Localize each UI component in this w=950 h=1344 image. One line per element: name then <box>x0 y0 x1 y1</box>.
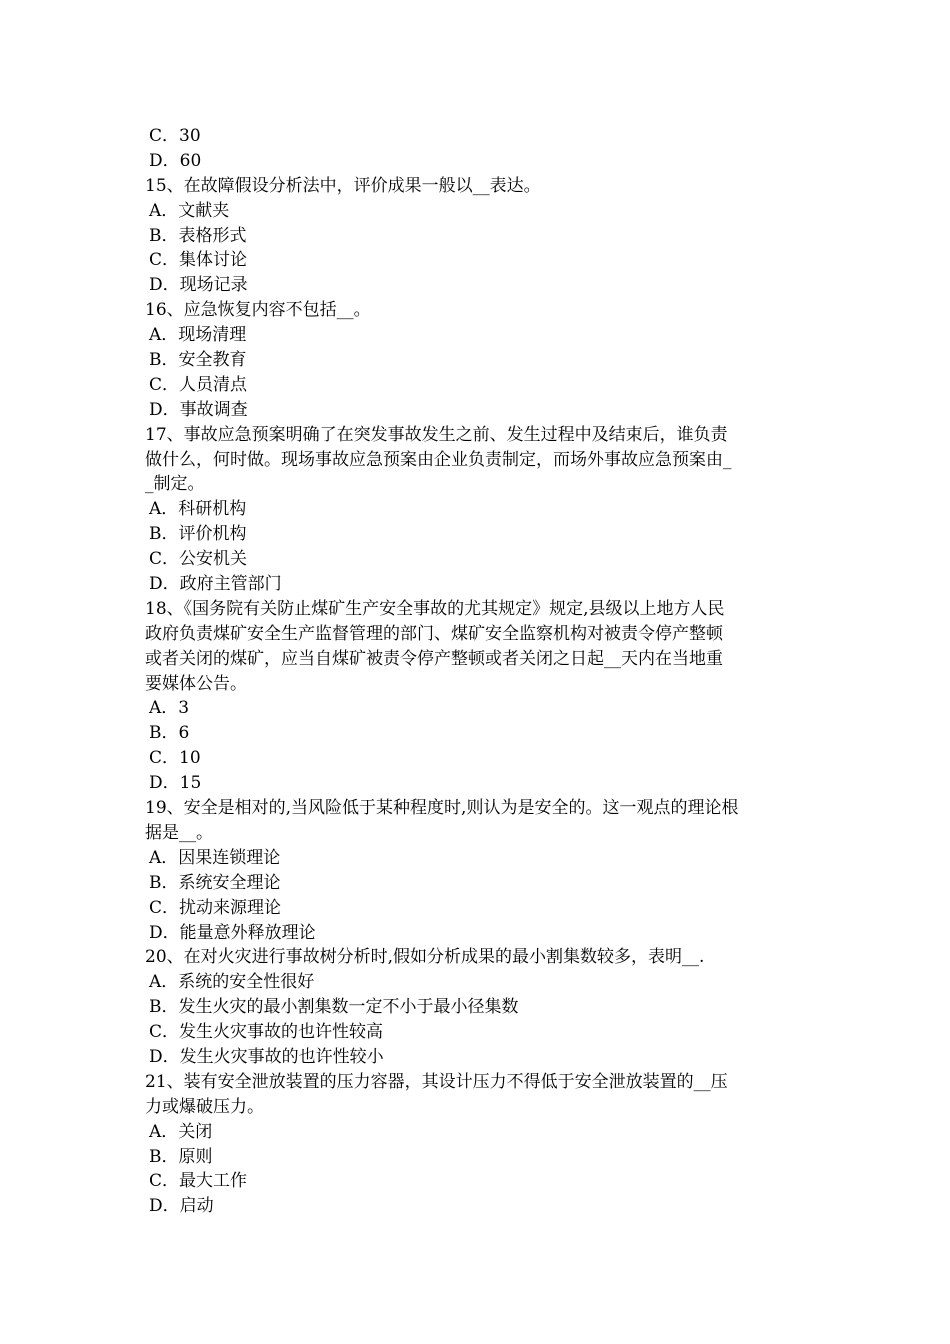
answer-option: C．扰动来源理论 <box>149 897 282 918</box>
answer-option: D．现场记录 <box>149 275 248 296</box>
answer-option: D．60 <box>149 150 202 171</box>
question-text: 据是__。 <box>145 822 213 843</box>
answer-option: B．发生火灾的最小割集数一定不小于最小径集数 <box>149 997 519 1018</box>
question-text: 要媒体公告。 <box>145 673 247 694</box>
question-text: 15、在故障假设分析法中，评价成果一般以__表达。 <box>145 175 541 196</box>
answer-option: C．集体讨论 <box>149 250 248 271</box>
answer-option: D．发生火灾事故的也许性较小 <box>149 1046 384 1067</box>
answer-option: B．系统安全理论 <box>149 872 281 893</box>
answer-option: D．政府主管部门 <box>149 574 282 595</box>
answer-option: A．因果连锁理论 <box>149 847 281 868</box>
answer-option: B．评价机构 <box>149 524 247 545</box>
answer-option: C．最大工作 <box>149 1171 248 1192</box>
question-text: 16、应急恢复内容不包括__。 <box>145 300 371 321</box>
answer-option: C．发生火灾事故的也许性较高 <box>149 1022 384 1043</box>
question-text: _制定。 <box>145 474 205 495</box>
answer-option: A．科研机构 <box>149 499 247 520</box>
answer-option: D．启动 <box>149 1196 214 1217</box>
answer-option: C．公安机关 <box>149 549 248 570</box>
question-text: 20、在对火灾进行事故树分析时,假如分析成果的最小割集数较多，表明__. <box>145 947 705 968</box>
answer-option: A．关闭 <box>149 1121 213 1142</box>
answer-option: C．30 <box>149 126 201 146</box>
question-text: 19、安全是相对的,当风险低于某种程度时,则认为是安全的。这一观点的理论根 <box>145 798 739 819</box>
question-text: 或者关闭的煤矿，应当自煤矿被责令停产整顿或者关闭之日起__天内在当地重 <box>145 648 723 669</box>
answer-option: B．原则 <box>149 1146 213 1167</box>
answer-option: B．安全教育 <box>149 350 247 371</box>
question-text: 21、装有安全泄放装置的压力容器，其设计压力不得低于安全泄放装置的__压 <box>145 1071 728 1092</box>
answer-option: D．能量意外释放理论 <box>149 922 316 943</box>
answer-option: B．6 <box>149 723 190 744</box>
answer-option: C．10 <box>149 748 201 769</box>
answer-option: A．3 <box>149 698 190 719</box>
question-text: 做什么，何时做。现场事故应急预案由企业负责制定，而场外事故应急预案由_ <box>145 449 732 470</box>
answer-option: A．现场清理 <box>149 325 247 346</box>
question-list <box>145 124 810 1219</box>
question-text: 17、事故应急预案明确了在突发事故发生之前、发生过程中及结束后，谁负责 <box>145 424 728 445</box>
answer-option: A．系统的安全性很好 <box>149 972 315 993</box>
answer-option: B．表格形式 <box>149 225 247 246</box>
question-text: 力或爆破压力。 <box>145 1096 264 1117</box>
question-text: 政府负责煤矿安全生产监督管理的部门、煤矿安全监察机构对被责令停产整顿 <box>145 623 723 644</box>
answer-option: D．15 <box>149 773 202 794</box>
answer-option: C．人员清点 <box>149 374 248 395</box>
answer-option: A．文献夹 <box>149 200 230 221</box>
question-text: 18、《国务院有关防止煤矿生产安全事故的尤其规定》规定,县级以上地方人民 <box>145 598 725 619</box>
answer-option: D．事故调查 <box>149 399 248 420</box>
